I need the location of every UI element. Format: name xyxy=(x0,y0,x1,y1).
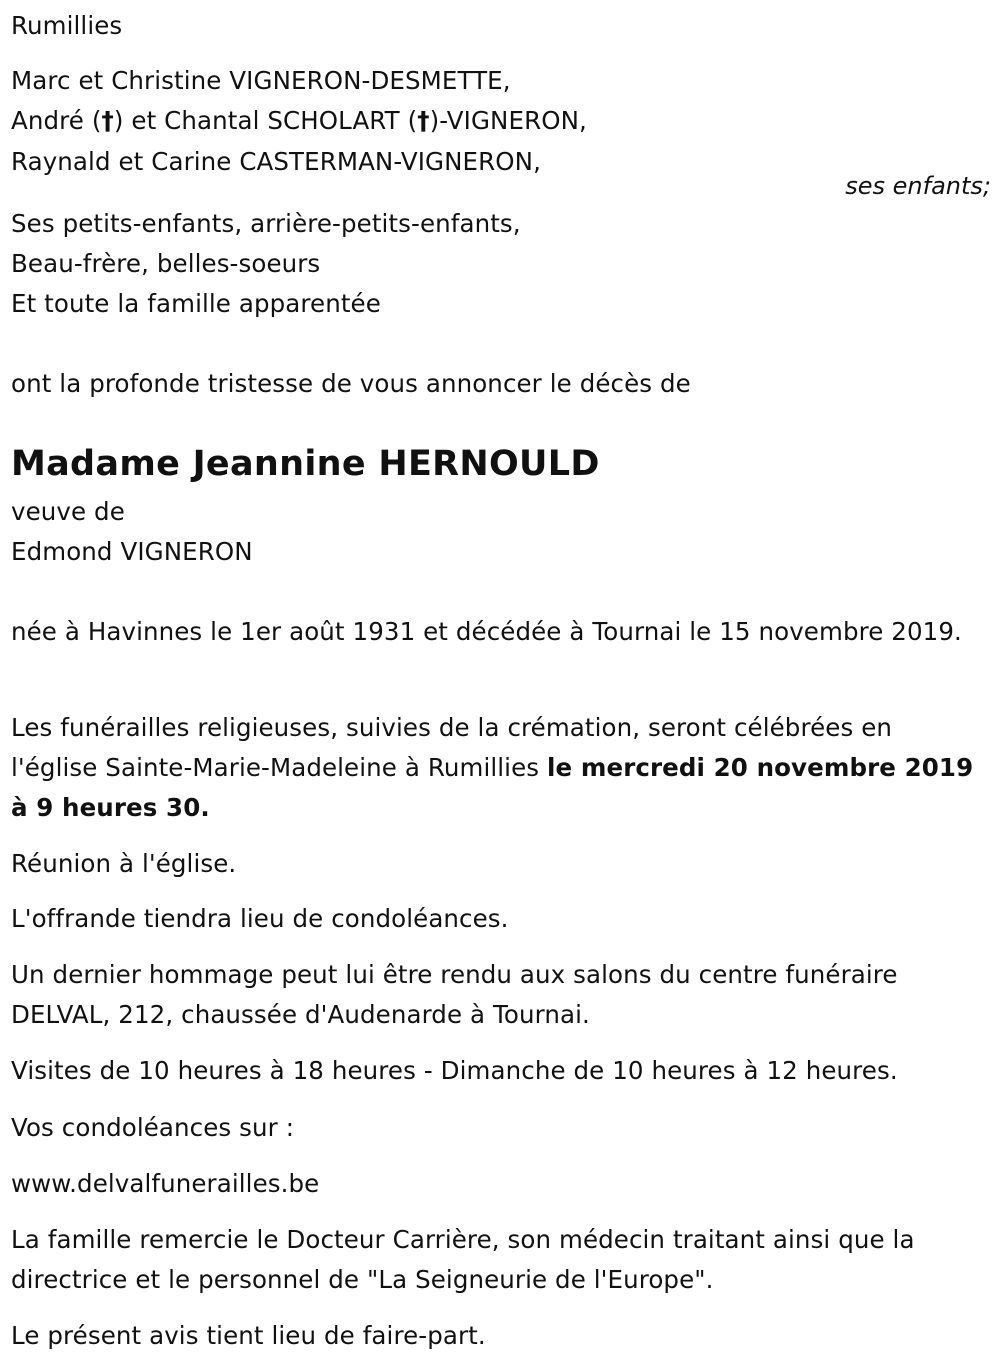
children-line-2-part-3: )-VIGNERON, xyxy=(429,106,587,135)
location-heading: Rumillies xyxy=(11,11,123,40)
announcement: ont la profonde tristesse de vous annoncer le décès de xyxy=(11,369,691,398)
funeral-date: le mercredi 20 novembre 2019 à 9 heures 30. xyxy=(11,753,974,822)
homage-text: Un dernier hommage peut lui être rendu aux salons du centre funéraire DELVAL, 212, chaussée d'Audenarde à Tournai. xyxy=(11,960,898,1029)
children-relation-note: ses enfants; xyxy=(845,172,991,200)
dagger-icon: † xyxy=(101,106,114,135)
children-line-1: Marc et Christine VIGNERON-DESMETTE, xyxy=(11,66,511,95)
funeral-text: Les funérailles religieuses, suivies de la crémation, seront célébrées en l'église Sainte-Marie-Madeleine à Rumillies xyxy=(11,713,892,782)
thanks-text: La famille remercie le Docteur Carrière, son médecin traitant ainsi que la directrice et le personnel de "La Seigneurie de l'Europe". xyxy=(11,1225,915,1294)
family-line-1: Ses petits-enfants, arrière-petits-enfants, xyxy=(11,209,521,238)
children-line-3: Raynald et Carine CASTERMAN-VIGNERON, xyxy=(11,147,541,176)
visits-text: Visites de 10 heures à 18 heures - Dimanche de 10 heures à 12 heures. xyxy=(11,1056,898,1085)
meeting-text: Réunion à l'église. xyxy=(11,849,237,878)
dagger-icon: † xyxy=(417,106,430,135)
spouse-name: Edmond VIGNERON xyxy=(11,537,253,566)
children-line-2-part-1: André ( xyxy=(11,106,102,135)
children-line-2 xyxy=(11,101,587,141)
children-line-2-part-2: ) et Chantal SCHOLART ( xyxy=(113,106,418,135)
widow-of-label: veuve de xyxy=(11,497,125,526)
birth-death-text: née à Havinnes le 1er août 1931 et décédée à Tournai le 15 novembre 2019. xyxy=(11,617,962,646)
funeral-paragraph xyxy=(11,708,986,828)
family-line-3: Et toute la famille apparentée xyxy=(11,289,381,318)
offering-text: L'offrande tiendra lieu de condoléances. xyxy=(11,904,509,933)
notice-text: Le présent avis tient lieu de faire-part. xyxy=(11,1321,486,1350)
website-link[interactable]: www.delvalfunerailles.be xyxy=(11,1169,320,1198)
deceased-name: Madame Jeannine HERNOULD xyxy=(11,444,600,484)
family-line-2: Beau-frère, belles-soeurs xyxy=(11,249,321,278)
condolences-label: Vos condoléances sur : xyxy=(11,1113,295,1142)
